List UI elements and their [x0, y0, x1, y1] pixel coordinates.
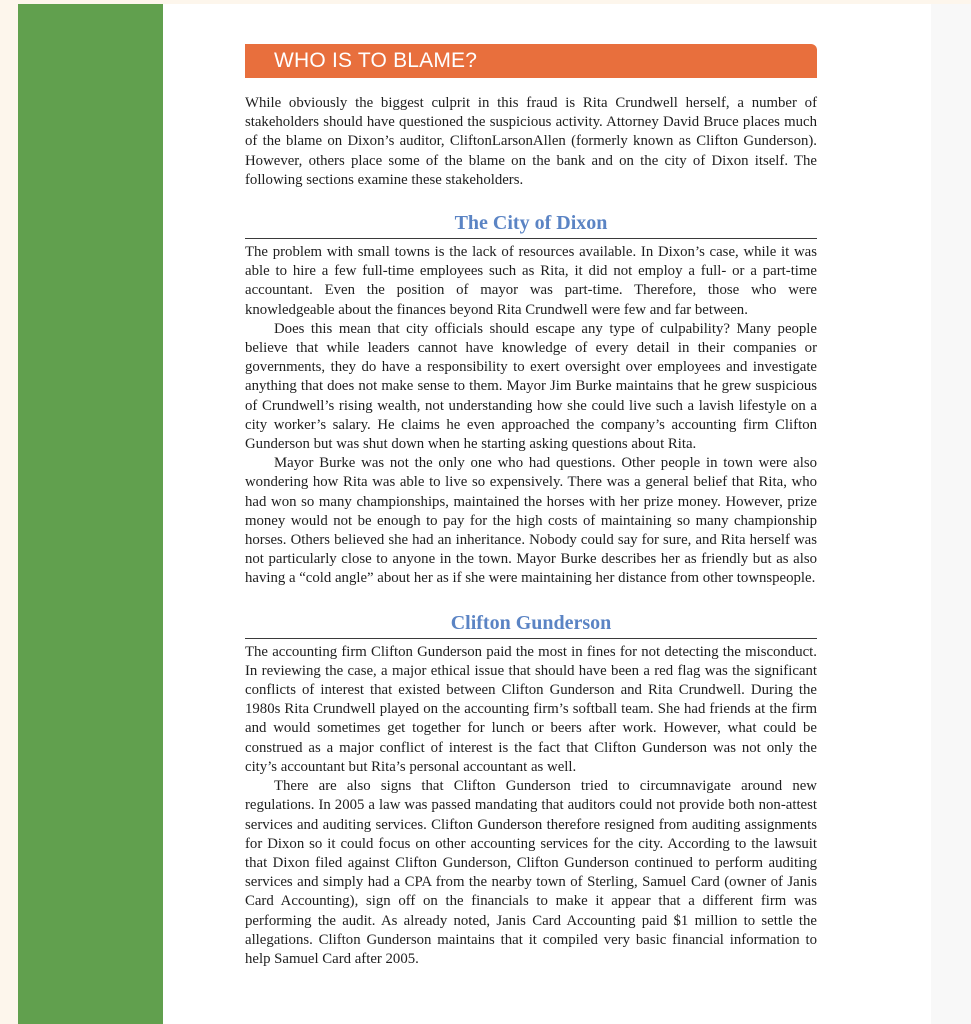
page-right-edge — [931, 4, 971, 1024]
green-side-band — [18, 4, 163, 1024]
paragraph: The problem with small towns is the lack of resources available. In Dixon’s case, while it was able to hire a few full-time employees such as Rita, it did not employ a full- or a part-time accountant. Even the position of mayor was part-time. Therefore, those who were knowledgeable about the finances beyond Rita Crundwell were few and far between. — [245, 244, 817, 318]
section-banner — [245, 44, 817, 78]
paragraph: The accounting firm Clifton Gunderson paid the most in fines for not detecting the misconduct. In reviewing the case, a major ethical issue that should have been a red flag was the significant conflicts of interest that existed between Clifton Gunderson and Rita Crundwell. During the 1980s Rita Crundwell played on the accounting firm’s softball team. She had friends at the firm and would sometimes get together for lunch or beers after work. However, what could be construed as a major conflict of interest is the fact that Clifton Gunderson was not only the city’s accountant but Rita’s personal accountant as well. — [245, 643, 817, 775]
section-heading-clifton-gunderson: Clifton Gunderson — [245, 611, 817, 639]
paragraph: There are also signs that Clifton Gunderson tried to circumnavigate around new regulations. In 2005 a law was passed mandating that auditors could not provide both non-attest services and auditing services. Clifton Gunderson therefore resigned from auditing assignments for Dixon so it could focus on other accounting services for the city. According to the lawsuit that Dixon filed against Clifton Gunderson, Clifton Gunderson continued to perform auditing services and simply had a CPA from the nearby town of Sterling, Samuel Card (owner of Janis Card Accounting), sign off on the financials to make it appear that a different firm was performing the audit. As already noted, Janis Card Accounting paid $1 million to settle the allegations. Clifton Gunderson maintains that it compiled very basic financial information to help Samuel Card after 2005. — [245, 778, 817, 967]
section-body-city-of-dixon — [245, 243, 817, 589]
banner-title: WHO IS TO BLAME? — [274, 49, 478, 72]
section-body-clifton-gunderson — [245, 643, 817, 969]
section-heading-city-of-dixon: The City of Dixon — [245, 211, 817, 239]
intro-paragraph: While obviously the biggest culprit in this fraud is Rita Crundwell herself, a number of stakeholders should have questioned the suspicious activity. Attorney David Bruce places much of the blame on Dixon’s auditor, CliftonLarsonAllen (formerly known as Clifton Gunderson). However, others place some of the blame on the bank and on the city of Dixon itself. The following sections examine these stakeholders. — [245, 95, 817, 188]
paragraph: Mayor Burke was not the only one who had questions. Other people in town were also wondering how Rita was able to live so expensively. There was a general belief that Rita, who had won so many championships, maintained the horses with her prize money. However, prize money would not be enough to pay for the high costs of maintaining so many championship horses. Others believed she had an inheritance. Nobody could say for sure, and Rita herself was not particularly close to anyone in the town. Mayor Burke describes her as friendly but as also having a “cold angle” about her as if she were maintaining her distance from other townspeople. — [245, 455, 817, 587]
paragraph: Does this mean that city officials should escape any type of culpability? Many people believe that while leaders cannot have knowledge of every detail in their companies or governments, they do have a responsibility to exert oversight over employees and investigate anything that does not make sense to them. Mayor Jim Burke maintains that he grew suspicious of Crundwell’s rising wealth, not understanding how she could live such a lavish lifestyle on a city worker’s salary. He claims he even approached the company’s accounting firm Clifton Gunderson but was shut down when he starting asking questions about Rita. — [245, 320, 817, 453]
document-content — [245, 44, 817, 969]
